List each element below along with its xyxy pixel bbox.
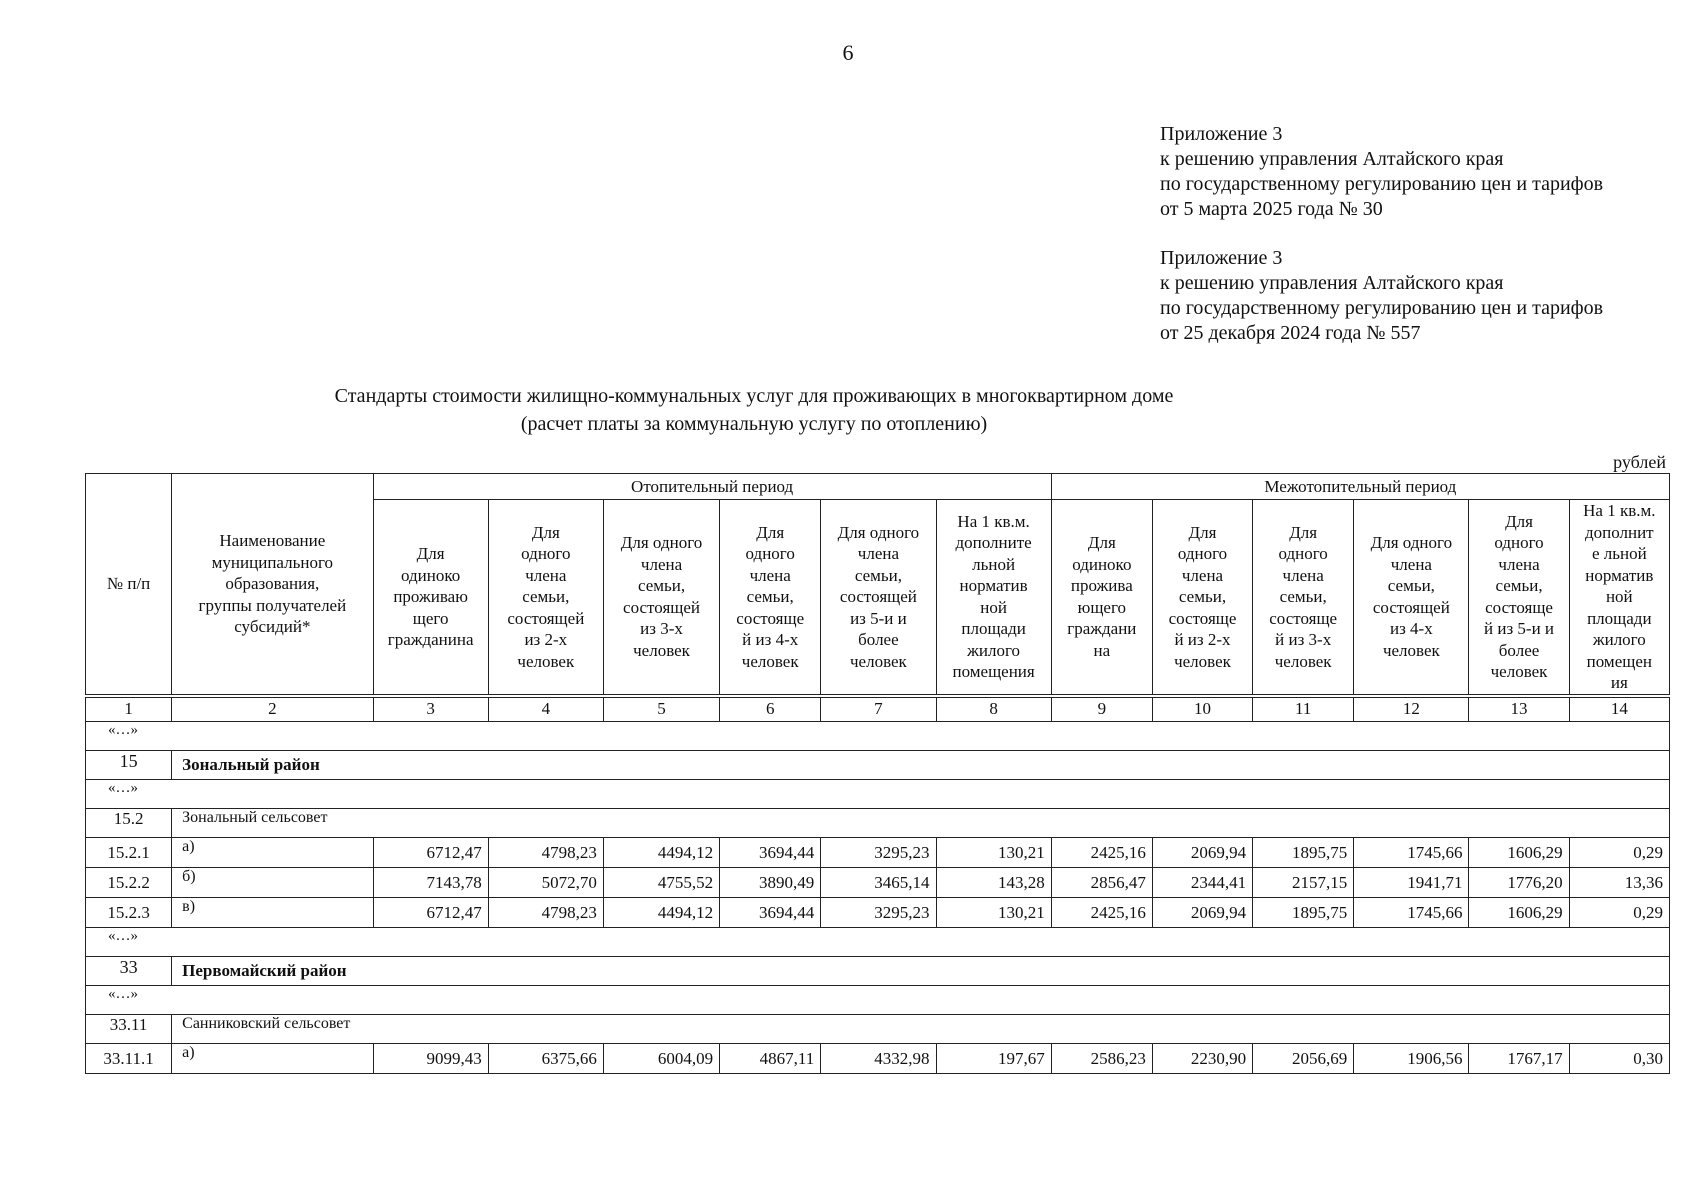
header-heating-col: Для одного члена семьи, состоящей из 2-х человек <box>488 500 603 696</box>
column-number: 1 <box>86 696 172 722</box>
value-cell: 2157,15 <box>1253 868 1354 898</box>
value-cell: 2069,94 <box>1152 838 1252 868</box>
value-cell: 3890,49 <box>720 868 821 898</box>
appendix-line: к решению управления Алтайского края <box>1160 148 1504 170</box>
council-row <box>86 1015 1670 1044</box>
header-heating-col: Для одного члена семьи, состояще й из 4-х человек <box>720 500 821 696</box>
appendix-previous <box>1160 246 1603 346</box>
header-heating-col: Для одного члена семьи, состоящей из 5-и и более человек <box>821 500 936 696</box>
value-cell: 4798,23 <box>488 838 603 868</box>
header-heating-col: Для одиноко проживаю щего гражданина <box>373 500 488 696</box>
header-name: Наименование муниципального образования, группы получателей субсидий* <box>172 474 373 696</box>
units-label: рублей <box>1613 452 1666 472</box>
column-number: 13 <box>1469 696 1569 722</box>
column-number: 11 <box>1253 696 1354 722</box>
recipient-group: в) <box>172 898 373 928</box>
row-number: 33.11 <box>86 1015 172 1044</box>
column-number: 10 <box>1152 696 1252 722</box>
value-cell: 1745,66 <box>1354 838 1469 868</box>
row-number: 15.2.2 <box>86 868 172 898</box>
value-cell: 5072,70 <box>488 868 603 898</box>
row-number: 33 <box>86 957 172 986</box>
district-row <box>86 751 1670 780</box>
ellipsis-row <box>86 986 1670 1015</box>
value-cell: 2230,90 <box>1152 1044 1252 1074</box>
value-cell: 6712,47 <box>373 838 488 868</box>
recipient-group: а) <box>172 1044 373 1074</box>
value-cell: 2056,69 <box>1253 1044 1354 1074</box>
value-cell: 1606,29 <box>1469 898 1569 928</box>
tariff-table <box>85 473 1670 1074</box>
value-cell: 4867,11 <box>720 1044 821 1074</box>
value-cell: 2069,94 <box>1152 898 1252 928</box>
value-cell: 2586,23 <box>1051 1044 1152 1074</box>
appendix-line: от 5 марта 2025 года № 30 <box>1160 198 1383 220</box>
header-interheating-col: На 1 кв.м. дополнит е льной норматив ной площади жилого помещен ия <box>1569 500 1669 696</box>
appendix-line: к решению управления Алтайского края <box>1160 272 1504 294</box>
column-number: 3 <box>373 696 488 722</box>
value-cell: 143,28 <box>936 868 1051 898</box>
recipient-group: а) <box>172 838 373 868</box>
ellipsis-cell: «…» <box>86 722 1670 751</box>
value-cell: 1941,71 <box>1354 868 1469 898</box>
value-cell: 2425,16 <box>1051 898 1152 928</box>
ellipsis-row <box>86 928 1670 957</box>
row-number: 15.2.3 <box>86 898 172 928</box>
ellipsis-cell: «…» <box>86 780 1670 809</box>
column-number: 5 <box>603 696 719 722</box>
value-cell: 4494,12 <box>603 898 719 928</box>
table-row <box>86 1044 1670 1074</box>
row-number: 33.11.1 <box>86 1044 172 1074</box>
header-heating-col: На 1 кв.м. дополните льной норматив ной площади жилого помещения <box>936 500 1051 696</box>
value-cell: 4494,12 <box>603 838 719 868</box>
header-heating-col: Для одного члена семьи, состоящей из 3-х человек <box>603 500 719 696</box>
value-cell: 0,29 <box>1569 898 1669 928</box>
ellipsis-cell: «…» <box>86 986 1670 1015</box>
row-number: 15.2.1 <box>86 838 172 868</box>
column-number: 6 <box>720 696 821 722</box>
value-cell: 3694,44 <box>720 898 821 928</box>
column-number: 4 <box>488 696 603 722</box>
value-cell: 4755,52 <box>603 868 719 898</box>
recipient-group: б) <box>172 868 373 898</box>
column-number: 8 <box>936 696 1051 722</box>
district-row <box>86 957 1670 986</box>
table-title: Стандарты стоимости жилищно-коммунальных услуг для проживающих в многоквартирном доме <box>334 385 1174 407</box>
row-number: 15.2 <box>86 809 172 838</box>
value-cell: 3694,44 <box>720 838 821 868</box>
council-name: Зональный сельсовет <box>172 809 1670 838</box>
value-cell: 197,67 <box>936 1044 1051 1074</box>
value-cell: 7143,78 <box>373 868 488 898</box>
value-cell: 6712,47 <box>373 898 488 928</box>
table-subtitle: (расчет платы за коммунальную услугу по отоплению) <box>520 413 988 435</box>
header-num: № п/п <box>86 474 172 696</box>
ellipsis-row <box>86 722 1670 751</box>
header-interheating-col: Для одного члена семьи, состояще й из 2-х человек <box>1152 500 1252 696</box>
value-cell: 130,21 <box>936 898 1051 928</box>
page-number: 6 <box>842 40 854 65</box>
value-cell: 1767,17 <box>1469 1044 1569 1074</box>
ellipsis-cell: «…» <box>86 928 1670 957</box>
value-cell: 4332,98 <box>821 1044 936 1074</box>
value-cell: 3295,23 <box>821 898 936 928</box>
row-number: 15 <box>86 751 172 780</box>
ellipsis-row <box>86 780 1670 809</box>
value-cell: 4798,23 <box>488 898 603 928</box>
table-row <box>86 838 1670 868</box>
column-number: 2 <box>172 696 373 722</box>
value-cell: 2425,16 <box>1051 838 1152 868</box>
value-cell: 9099,43 <box>373 1044 488 1074</box>
appendix-line: от 25 декабря 2024 года № 557 <box>1160 322 1421 344</box>
column-number: 12 <box>1354 696 1469 722</box>
value-cell: 3295,23 <box>821 838 936 868</box>
value-cell: 1776,20 <box>1469 868 1569 898</box>
value-cell: 3465,14 <box>821 868 936 898</box>
value-cell: 6004,09 <box>603 1044 719 1074</box>
value-cell: 1895,75 <box>1253 838 1354 868</box>
appendix-line: по государственному регулированию цен и тарифов <box>1160 173 1604 195</box>
value-cell: 13,36 <box>1569 868 1669 898</box>
header-interheating-col: Для одного члена семьи, состояще й из 5-и и более человек <box>1469 500 1569 696</box>
column-number: 14 <box>1569 696 1669 722</box>
value-cell: 130,21 <box>936 838 1051 868</box>
column-number: 9 <box>1051 696 1152 722</box>
district-name: Первомайский район <box>172 957 1670 986</box>
header-interheating-col: Для одиноко прожива ющего граждани на <box>1051 500 1152 696</box>
column-number: 7 <box>821 696 936 722</box>
value-cell: 2344,41 <box>1152 868 1252 898</box>
header-row-periods <box>86 474 1670 500</box>
appendix-line: по государственному регулированию цен и тарифов <box>1160 297 1604 319</box>
value-cell: 1745,66 <box>1354 898 1469 928</box>
value-cell: 2856,47 <box>1051 868 1152 898</box>
header-interheating-period: Межотопительный период <box>1051 474 1669 500</box>
value-cell: 0,30 <box>1569 1044 1669 1074</box>
header-row-column-numbers <box>86 696 1670 722</box>
value-cell: 1895,75 <box>1253 898 1354 928</box>
header-interheating-col: Для одного члена семьи, состоящей из 4-х человек <box>1354 500 1469 696</box>
council-row <box>86 809 1670 838</box>
header-interheating-col: Для одного члена семьи, состояще й из 3-х человек <box>1253 500 1354 696</box>
table-row <box>86 898 1670 928</box>
appendix-line: Приложение 3 <box>1160 247 1283 269</box>
table-row <box>86 868 1670 898</box>
council-name: Санниковский сельсовет <box>172 1015 1670 1044</box>
value-cell: 0,29 <box>1569 838 1669 868</box>
appendix-current <box>1160 122 1603 222</box>
value-cell: 1606,29 <box>1469 838 1569 868</box>
appendix-line: Приложение 3 <box>1160 123 1283 145</box>
value-cell: 1906,56 <box>1354 1044 1469 1074</box>
header-heating-period: Отопительный период <box>373 474 1051 500</box>
value-cell: 6375,66 <box>488 1044 603 1074</box>
district-name: Зональный район <box>172 751 1670 780</box>
